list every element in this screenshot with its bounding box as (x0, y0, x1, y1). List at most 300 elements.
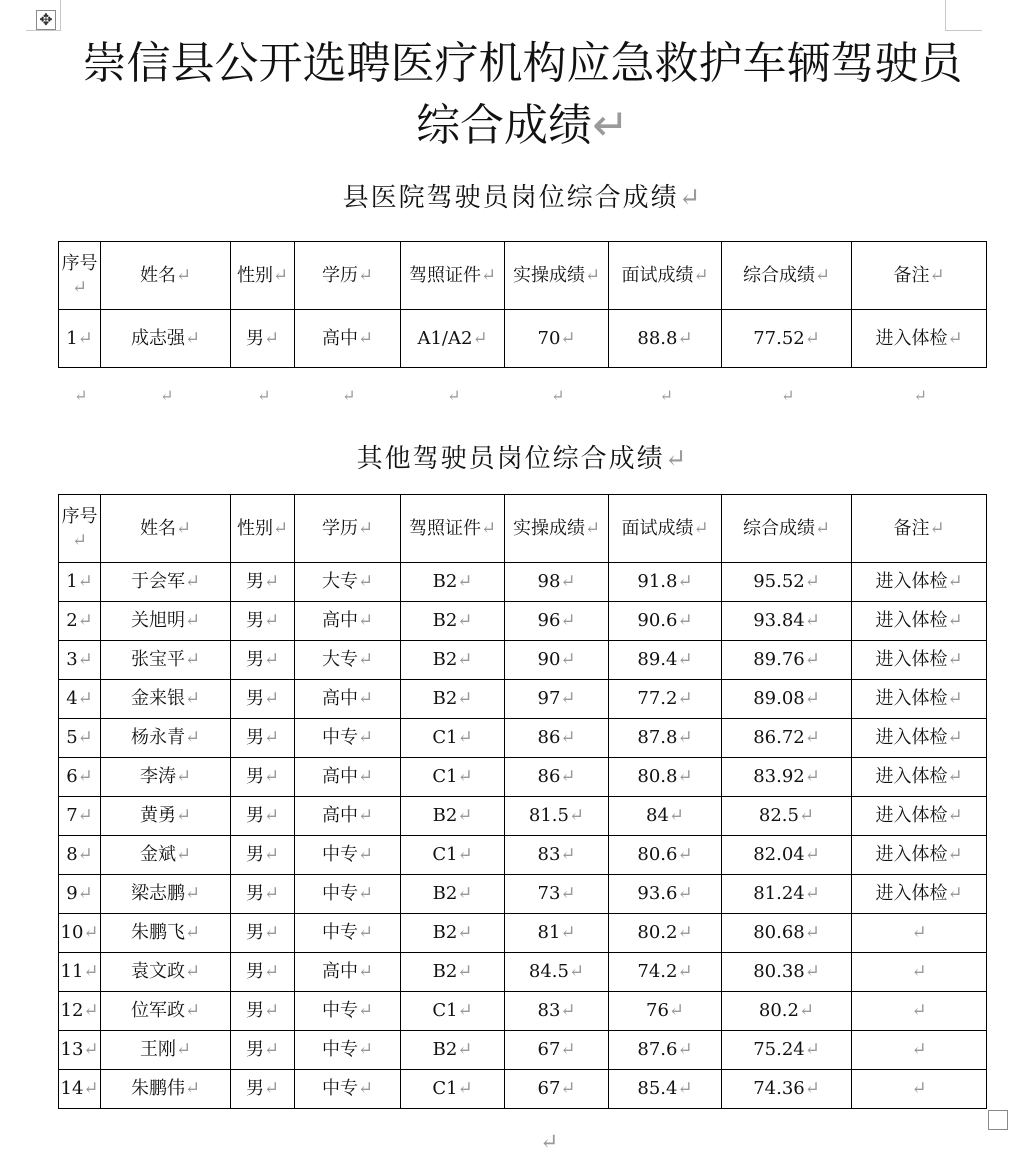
col-practical (505, 719, 609, 758)
col-license-text: B2 (432, 1039, 458, 1060)
cell-end-mark-icon: ↵ (568, 961, 585, 982)
col-gender (231, 797, 295, 836)
cell-end-mark-icon: ↵ (357, 688, 374, 709)
header-col-education-text: 学历 (321, 264, 358, 286)
table-row (59, 797, 987, 836)
table-row (59, 953, 987, 992)
header-col-license-text: 驾照证件 (408, 517, 481, 539)
cell-end-mark-icon: ↵ (175, 1039, 192, 1060)
col-total (722, 992, 852, 1031)
col-practical-text: 81.5 (528, 805, 569, 826)
col-gender (231, 719, 295, 758)
header-col-seq-text: 序号 (61, 505, 98, 527)
col-seq (59, 602, 101, 641)
col-seq-text: 5 (66, 727, 78, 748)
cell-end-mark-icon: ↵ (814, 264, 831, 286)
col-total-text: 74.36 (753, 1078, 805, 1099)
cell-end-mark-icon: ↵ (263, 883, 280, 904)
col-practical-text: 84.5 (528, 961, 569, 982)
other-driver-score-table (58, 494, 987, 1109)
col-remark (852, 1070, 987, 1109)
col-seq (59, 641, 101, 680)
col-education (295, 719, 401, 758)
table-resize-handle-icon[interactable] (988, 1110, 1008, 1130)
cell-end-mark-icon: ↵ (263, 727, 280, 748)
paragraph-mark-icon: ↵ (781, 386, 795, 405)
col-license-text: A1/A2 (417, 327, 473, 349)
cell-end-mark-icon: ↵ (677, 1078, 693, 1099)
cell-end-mark-icon: ↵ (911, 1078, 927, 1099)
col-name (101, 719, 231, 758)
cell-end-mark-icon: ↵ (263, 1078, 280, 1099)
col-total (722, 836, 852, 875)
header-col-practical (505, 495, 609, 563)
header-col-seq-text: 序号 (61, 252, 98, 274)
col-seq-text: 12 (60, 1000, 84, 1021)
table-row (59, 1031, 987, 1070)
col-total-text: 83.92 (753, 766, 805, 787)
cell-end-mark-icon: ↵ (457, 844, 473, 865)
col-seq (59, 1070, 101, 1109)
cell-end-mark-icon: ↵ (175, 264, 192, 286)
cell-end-mark-icon: ↵ (560, 766, 576, 787)
cell-end-mark-icon: ↵ (560, 1078, 576, 1099)
cell-end-mark-icon: ↵ (263, 571, 280, 592)
col-education-text: 中专 (321, 1078, 358, 1099)
cell-end-mark-icon: ↵ (798, 1000, 815, 1021)
cell-end-mark-icon: ↵ (677, 766, 693, 787)
col-gender (231, 992, 295, 1031)
col-interview-text: 74.2 (637, 961, 678, 982)
col-remark (852, 797, 987, 836)
cell-end-mark-icon: ↵ (947, 766, 963, 787)
cell-end-mark-icon: ↵ (560, 610, 576, 631)
cell-end-mark-icon: ↵ (560, 1039, 576, 1060)
cell-end-mark-icon: ↵ (693, 264, 709, 286)
cell-end-mark-icon: ↵ (804, 1078, 820, 1099)
col-name-text: 王刚 (139, 1039, 176, 1060)
col-gender-text: 男 (245, 1039, 264, 1060)
cell-end-mark-icon: ↵ (911, 1000, 927, 1021)
header-col-interview-text: 面试成绩 (621, 517, 694, 539)
cell-end-mark-icon: ↵ (263, 805, 280, 826)
col-education (295, 914, 401, 953)
cell-end-mark-icon: ↵ (184, 610, 201, 631)
cell-end-mark-icon: ↵ (677, 1039, 693, 1060)
cell-end-mark-icon: ↵ (263, 1000, 280, 1021)
cell-end-mark-icon: ↵ (929, 517, 945, 539)
col-gender-text: 男 (245, 805, 264, 826)
cell-end-mark-icon: ↵ (804, 883, 820, 904)
cell-end-mark-icon: ↵ (677, 883, 693, 904)
cell-end-mark-icon: ↵ (175, 844, 192, 865)
page-title-line2: 综合成绩↵ (416, 100, 629, 151)
cell-end-mark-icon: ↵ (263, 961, 280, 982)
col-license-text: B2 (432, 571, 458, 592)
col-practical (505, 875, 609, 914)
col-seq (59, 563, 101, 602)
col-license-text: C1 (432, 1078, 458, 1099)
cell-end-mark-icon: ↵ (804, 649, 820, 670)
col-education-text: 高中 (321, 327, 358, 349)
col-total-text: 89.08 (753, 688, 805, 709)
col-gender (231, 758, 295, 797)
col-seq-text: 8 (66, 844, 78, 865)
col-gender-text: 男 (245, 883, 264, 904)
col-license-text: C1 (432, 844, 458, 865)
col-name-text: 李涛 (139, 766, 176, 787)
col-practical-text: 67 (537, 1078, 561, 1099)
col-remark (852, 563, 987, 602)
cell-end-mark-icon: ↵ (71, 276, 88, 298)
col-education (295, 1070, 401, 1109)
col-interview (609, 602, 722, 641)
cell-end-mark-icon: ↵ (357, 883, 374, 904)
col-license (401, 758, 505, 797)
col-remark-text: 进入体检 (875, 844, 948, 865)
col-interview-text: 90.6 (637, 610, 678, 631)
cell-end-mark-icon: ↵ (175, 766, 192, 787)
col-license (401, 1070, 505, 1109)
col-gender-text: 男 (245, 961, 264, 982)
col-total (722, 1031, 852, 1070)
cell-end-mark-icon: ↵ (560, 727, 576, 748)
col-practical-text: 96 (537, 610, 561, 631)
col-total (722, 602, 852, 641)
col-interview (609, 914, 722, 953)
col-total (722, 719, 852, 758)
col-license (401, 719, 505, 758)
col-interview (609, 563, 722, 602)
cell-end-mark-icon: ↵ (184, 1000, 201, 1021)
col-remark-text: 进入体检 (875, 688, 948, 709)
cell-end-mark-icon: ↵ (357, 571, 374, 592)
col-name (101, 641, 231, 680)
col-practical-text: 86 (537, 766, 561, 787)
cell-end-mark-icon: ↵ (947, 571, 963, 592)
col-seq-text: 3 (66, 649, 78, 670)
cell-end-mark-icon: ↵ (677, 327, 693, 349)
paragraph-mark-icon: ↵ (540, 1130, 559, 1155)
col-education-text: 高中 (321, 805, 358, 826)
cell-end-mark-icon: ↵ (357, 327, 374, 349)
cell-end-mark-icon: ↵ (357, 517, 374, 539)
cell-end-mark-icon: ↵ (357, 610, 374, 631)
col-seq-text: 1 (66, 571, 78, 592)
page-corner-mark-right (945, 0, 982, 31)
header-col-gender (231, 242, 295, 310)
col-total (722, 875, 852, 914)
col-name (101, 602, 231, 641)
col-remark (852, 680, 987, 719)
col-name (101, 875, 231, 914)
section2-heading: 其他驾驶员岗位综合成绩↵ (356, 444, 689, 474)
col-seq-text: 1 (66, 327, 78, 349)
col-practical (505, 836, 609, 875)
col-name-text: 于会军 (130, 571, 185, 592)
header-col-education-text: 学历 (321, 517, 358, 539)
header-col-name-text: 姓名 (139, 517, 176, 539)
col-license-text: C1 (432, 727, 458, 748)
col-education-text: 高中 (321, 766, 358, 787)
col-name-text: 黄勇 (139, 805, 176, 826)
col-name (101, 310, 231, 368)
col-education-text: 中专 (321, 727, 358, 748)
header-col-total (722, 242, 852, 310)
col-total (722, 563, 852, 602)
cell-end-mark-icon: ↵ (175, 805, 192, 826)
table-row (59, 1070, 987, 1109)
cell-end-mark-icon: ↵ (677, 922, 693, 943)
col-total (722, 641, 852, 680)
empty-paragraph-row (58, 386, 987, 410)
cell-end-mark-icon: ↵ (263, 922, 280, 943)
col-practical (505, 758, 609, 797)
col-gender-text: 男 (245, 571, 264, 592)
cell-end-mark-icon: ↵ (77, 883, 93, 904)
table-row (59, 914, 987, 953)
col-seq (59, 875, 101, 914)
cell-end-mark-icon: ↵ (263, 610, 280, 631)
header-col-seq (59, 242, 101, 310)
cell-end-mark-icon: ↵ (272, 264, 289, 286)
col-seq-text: 6 (66, 766, 78, 787)
cell-end-mark-icon: ↵ (677, 688, 693, 709)
col-total-text: 82.5 (758, 805, 799, 826)
col-remark-text: 进入体检 (875, 649, 948, 670)
col-education (295, 602, 401, 641)
col-gender (231, 953, 295, 992)
cell-end-mark-icon: ↵ (457, 961, 473, 982)
cell-end-mark-icon: ↵ (175, 517, 192, 539)
table-header-row (59, 495, 987, 563)
col-license (401, 836, 505, 875)
cell-end-mark-icon: ↵ (357, 805, 374, 826)
cell-end-mark-icon: ↵ (83, 922, 99, 943)
col-interview-text: 84 (646, 805, 669, 826)
header-col-name (101, 242, 231, 310)
cell-end-mark-icon: ↵ (184, 883, 201, 904)
col-name-text: 关旭明 (130, 610, 185, 631)
col-total-text: 80.2 (758, 1000, 799, 1021)
col-license (401, 875, 505, 914)
col-practical (505, 563, 609, 602)
col-license-text: C1 (432, 1000, 458, 1021)
col-remark (852, 310, 987, 368)
col-practical-text: 73 (537, 883, 561, 904)
cell-end-mark-icon: ↵ (480, 264, 497, 286)
cell-end-mark-icon: ↵ (272, 517, 289, 539)
col-total (722, 914, 852, 953)
cell-end-mark-icon: ↵ (83, 961, 99, 982)
col-license-text: B2 (432, 922, 458, 943)
cell-end-mark-icon: ↵ (911, 961, 927, 982)
table-row (59, 719, 987, 758)
paragraph-mark-icon: ↵ (342, 386, 356, 405)
col-license-text: B2 (432, 805, 458, 826)
col-seq (59, 797, 101, 836)
col-gender-text: 男 (245, 688, 264, 709)
header-col-license-text: 驾照证件 (408, 264, 481, 286)
col-total-text: 89.76 (753, 649, 805, 670)
col-gender (231, 641, 295, 680)
cell-end-mark-icon: ↵ (184, 961, 201, 982)
header-col-education (295, 495, 401, 563)
col-seq-text: 10 (60, 922, 84, 943)
col-seq-text: 4 (66, 688, 78, 709)
col-practical-text: 90 (537, 649, 561, 670)
col-education (295, 1031, 401, 1070)
col-name (101, 797, 231, 836)
col-education (295, 641, 401, 680)
cell-end-mark-icon: ↵ (263, 649, 280, 670)
col-license-text: B2 (432, 883, 458, 904)
cell-end-mark-icon: ↵ (677, 727, 693, 748)
col-gender-text: 男 (245, 327, 264, 349)
col-gender (231, 310, 295, 368)
col-interview-text: 76 (646, 1000, 669, 1021)
col-seq-text: 7 (66, 805, 78, 826)
col-total-text: 75.24 (753, 1039, 805, 1060)
cell-end-mark-icon: ↵ (804, 327, 820, 349)
header-col-total-text: 综合成绩 (742, 517, 815, 539)
cell-end-mark-icon: ↵ (457, 766, 473, 787)
page-title-line1: 崇信县公开选聘医疗机构应急救护车辆驾驶员 (82, 38, 963, 89)
cell-end-mark-icon: ↵ (677, 610, 693, 631)
cell-end-mark-icon: ↵ (357, 264, 374, 286)
col-education-text: 中专 (321, 844, 358, 865)
col-education (295, 758, 401, 797)
col-education-text: 中专 (321, 1000, 358, 1021)
table-move-handle-icon[interactable]: ✥ (36, 10, 56, 30)
col-practical (505, 992, 609, 1031)
col-license (401, 992, 505, 1031)
cell-end-mark-icon: ↵ (357, 922, 374, 943)
col-education-text: 大专 (321, 571, 358, 592)
col-gender-text: 男 (245, 1000, 264, 1021)
cell-end-mark-icon: ↵ (798, 805, 815, 826)
col-license-text: C1 (432, 766, 458, 787)
paragraph-mark-icon: ↵ (74, 386, 88, 405)
col-remark-text: 进入体检 (875, 727, 948, 748)
col-interview (609, 1070, 722, 1109)
col-practical-text: 81 (537, 922, 561, 943)
col-name-text: 朱鹏飞 (130, 922, 185, 943)
col-remark (852, 758, 987, 797)
col-name-text: 金斌 (139, 844, 176, 865)
col-seq-text: 14 (60, 1078, 84, 1099)
cell-end-mark-icon: ↵ (457, 610, 473, 631)
col-gender-text: 男 (245, 610, 264, 631)
cell-end-mark-icon: ↵ (457, 1039, 473, 1060)
col-interview (609, 953, 722, 992)
col-practical (505, 680, 609, 719)
cell-end-mark-icon: ↵ (77, 805, 93, 826)
col-interview (609, 875, 722, 914)
col-total-text: 93.84 (753, 610, 805, 631)
cell-end-mark-icon: ↵ (804, 922, 820, 943)
col-total-text: 86.72 (753, 727, 805, 748)
header-col-interview-text: 面试成绩 (621, 264, 694, 286)
col-total (722, 953, 852, 992)
cell-end-mark-icon: ↵ (357, 1039, 374, 1060)
paragraph-mark-icon: ↵ (160, 386, 174, 405)
col-practical-text: 83 (537, 844, 561, 865)
cell-end-mark-icon: ↵ (560, 649, 576, 670)
header-col-remark-text: 备注 (893, 517, 930, 539)
col-seq-text: 9 (66, 883, 78, 904)
col-total (722, 758, 852, 797)
header-col-remark (852, 495, 987, 563)
col-education (295, 310, 401, 368)
cell-end-mark-icon: ↵ (947, 883, 963, 904)
cell-end-mark-icon: ↵ (77, 571, 93, 592)
cell-end-mark-icon: ↵ (804, 688, 820, 709)
col-interview (609, 680, 722, 719)
col-remark (852, 875, 987, 914)
cell-end-mark-icon: ↵ (357, 1078, 374, 1099)
col-interview-text: 80.6 (637, 844, 678, 865)
col-license (401, 914, 505, 953)
col-interview (609, 641, 722, 680)
cell-end-mark-icon: ↵ (560, 1000, 576, 1021)
cell-end-mark-icon: ↵ (947, 649, 963, 670)
hospital-driver-score-table (58, 241, 987, 368)
cell-end-mark-icon: ↵ (184, 571, 201, 592)
cell-end-mark-icon: ↵ (184, 327, 201, 349)
col-gender (231, 1031, 295, 1070)
cell-end-mark-icon: ↵ (480, 517, 497, 539)
col-interview-text: 93.6 (637, 883, 678, 904)
cell-end-mark-icon: ↵ (263, 844, 280, 865)
cell-end-mark-icon: ↵ (357, 961, 374, 982)
col-education (295, 875, 401, 914)
col-education-text: 高中 (321, 688, 358, 709)
cell-end-mark-icon: ↵ (77, 727, 93, 748)
col-interview-text: 85.4 (637, 1078, 678, 1099)
col-seq (59, 310, 101, 368)
col-total (722, 680, 852, 719)
col-remark (852, 641, 987, 680)
col-name (101, 680, 231, 719)
col-seq (59, 758, 101, 797)
col-practical-text: 98 (537, 571, 561, 592)
cell-end-mark-icon: ↵ (357, 649, 374, 670)
col-name (101, 1070, 231, 1109)
cell-end-mark-icon: ↵ (457, 571, 473, 592)
cell-end-mark-icon: ↵ (457, 922, 473, 943)
col-name-text: 张宝平 (130, 649, 185, 670)
col-license-text: B2 (432, 688, 458, 709)
cell-end-mark-icon: ↵ (947, 610, 963, 631)
col-name (101, 836, 231, 875)
header-col-license (401, 495, 505, 563)
col-license (401, 680, 505, 719)
cell-end-mark-icon: ↵ (77, 766, 93, 787)
col-interview (609, 992, 722, 1031)
col-interview (609, 1031, 722, 1070)
cell-end-mark-icon: ↵ (357, 844, 374, 865)
col-interview-text: 77.2 (637, 688, 678, 709)
col-total-text: 81.24 (753, 883, 805, 904)
paragraph-mark-icon: ↵ (551, 386, 565, 405)
col-name-text: 成志强 (130, 327, 185, 349)
col-practical (505, 641, 609, 680)
col-gender (231, 836, 295, 875)
col-gender-text: 男 (245, 922, 264, 943)
col-gender (231, 602, 295, 641)
col-remark-text: 进入体检 (875, 883, 948, 904)
